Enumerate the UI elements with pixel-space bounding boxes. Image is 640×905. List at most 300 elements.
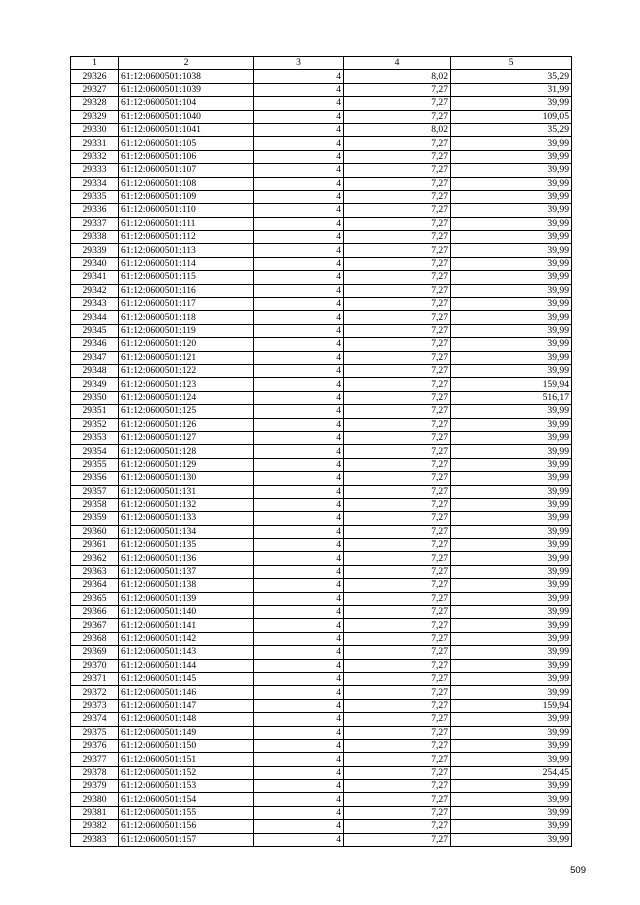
value-cell: 39,99	[451, 257, 572, 270]
table-row	[71, 298, 572, 311]
value-cell: 39,99	[451, 512, 572, 525]
value-cell: 4	[254, 123, 344, 136]
row-index-cell: 29363	[71, 565, 119, 578]
cadastral-number-cell: 61:12:0600501:111	[119, 217, 254, 230]
row-index-cell: 29353	[71, 431, 119, 444]
value-cell: 4	[254, 525, 344, 538]
table-row	[71, 793, 572, 806]
row-index-cell: 29340	[71, 257, 119, 270]
row-index-cell: 29355	[71, 458, 119, 471]
value-cell: 4	[254, 539, 344, 552]
cadastral-number-cell: 61:12:0600501:145	[119, 672, 254, 685]
value-cell: 4	[254, 298, 344, 311]
value-cell: 7,27	[344, 83, 451, 96]
value-cell: 39,99	[451, 659, 572, 672]
value-cell: 4	[254, 699, 344, 712]
value-cell: 7,27	[344, 204, 451, 217]
table-row	[71, 418, 572, 431]
row-index-cell: 29349	[71, 378, 119, 391]
value-cell: 8,02	[344, 70, 451, 83]
row-index-cell: 29335	[71, 190, 119, 203]
table-row	[71, 364, 572, 377]
value-cell: 39,99	[451, 351, 572, 364]
cadastral-number-cell: 61:12:0600501:125	[119, 405, 254, 418]
table-row	[71, 204, 572, 217]
value-cell: 4	[254, 137, 344, 150]
row-index-cell: 29364	[71, 579, 119, 592]
value-cell: 7,27	[344, 311, 451, 324]
cadastral-number-cell: 61:12:0600501:113	[119, 244, 254, 257]
row-index-cell: 29328	[71, 97, 119, 110]
value-cell: 4	[254, 150, 344, 163]
row-index-cell: 29356	[71, 472, 119, 485]
column-header: 4	[344, 57, 451, 70]
value-cell: 7,27	[344, 378, 451, 391]
table-row	[71, 244, 572, 257]
table-row	[71, 391, 572, 404]
cadastral-number-cell: 61:12:0600501:155	[119, 806, 254, 819]
cadastral-number-cell: 61:12:0600501:109	[119, 190, 254, 203]
table-row	[71, 284, 572, 297]
row-index-cell: 29327	[71, 83, 119, 96]
table-row	[71, 565, 572, 578]
column-header: 3	[254, 57, 344, 70]
row-index-cell: 29361	[71, 539, 119, 552]
value-cell: 7,27	[344, 646, 451, 659]
row-index-cell: 29376	[71, 739, 119, 752]
value-cell: 4	[254, 284, 344, 297]
table-row	[71, 458, 572, 471]
value-cell: 4	[254, 739, 344, 752]
table-row	[71, 351, 572, 364]
cadastral-number-cell: 61:12:0600501:108	[119, 177, 254, 190]
value-cell: 7,27	[344, 190, 451, 203]
value-cell: 7,27	[344, 472, 451, 485]
value-cell: 39,99	[451, 445, 572, 458]
value-cell: 7,27	[344, 284, 451, 297]
value-cell: 4	[254, 472, 344, 485]
value-cell: 4	[254, 632, 344, 645]
value-cell: 39,99	[451, 806, 572, 819]
table-row	[71, 190, 572, 203]
table-row	[71, 833, 572, 846]
value-cell: 7,27	[344, 431, 451, 444]
cadastral-number-cell: 61:12:0600501:147	[119, 699, 254, 712]
row-index-cell: 29370	[71, 659, 119, 672]
table-row	[71, 405, 572, 418]
value-cell: 7,27	[344, 271, 451, 284]
value-cell: 4	[254, 70, 344, 83]
table-row	[71, 271, 572, 284]
row-index-cell: 29333	[71, 164, 119, 177]
cadastral-number-cell: 61:12:0600501:1038	[119, 70, 254, 83]
value-cell: 4	[254, 659, 344, 672]
value-cell: 4	[254, 418, 344, 431]
row-index-cell: 29344	[71, 311, 119, 324]
value-cell: 35,29	[451, 123, 572, 136]
table-row	[71, 512, 572, 525]
value-cell: 39,99	[451, 686, 572, 699]
table-row	[71, 726, 572, 739]
value-cell: 4	[254, 244, 344, 257]
table-row	[71, 338, 572, 351]
value-cell: 7,27	[344, 739, 451, 752]
cadastral-number-cell: 61:12:0600501:118	[119, 311, 254, 324]
cadastral-number-cell: 61:12:0600501:142	[119, 632, 254, 645]
row-index-cell: 29345	[71, 324, 119, 337]
value-cell: 7,27	[344, 659, 451, 672]
value-cell: 39,99	[451, 271, 572, 284]
cadastral-number-cell: 61:12:0600501:124	[119, 391, 254, 404]
row-index-cell: 29369	[71, 646, 119, 659]
value-cell: 7,27	[344, 632, 451, 645]
row-index-cell: 29330	[71, 123, 119, 136]
cadastral-number-cell: 61:12:0600501:122	[119, 364, 254, 377]
value-cell: 4	[254, 378, 344, 391]
row-index-cell: 29331	[71, 137, 119, 150]
value-cell: 7,27	[344, 619, 451, 632]
value-cell: 7,27	[344, 592, 451, 605]
cadastral-number-cell: 61:12:0600501:128	[119, 445, 254, 458]
table-row	[71, 539, 572, 552]
cadastral-number-cell: 61:12:0600501:141	[119, 619, 254, 632]
value-cell: 39,99	[451, 97, 572, 110]
value-cell: 4	[254, 565, 344, 578]
value-cell: 4	[254, 485, 344, 498]
value-cell: 7,27	[344, 164, 451, 177]
cadastral-number-cell: 61:12:0600501:156	[119, 820, 254, 833]
cadastral-number-cell: 61:12:0600501:119	[119, 324, 254, 337]
row-index-cell: 29342	[71, 284, 119, 297]
value-cell: 7,27	[344, 539, 451, 552]
value-cell: 4	[254, 364, 344, 377]
value-cell: 7,27	[344, 217, 451, 230]
value-cell: 4	[254, 753, 344, 766]
cadastral-number-cell: 61:12:0600501:135	[119, 539, 254, 552]
table-row	[71, 110, 572, 123]
value-cell: 7,27	[344, 753, 451, 766]
cadastral-number-cell: 61:12:0600501:134	[119, 525, 254, 538]
value-cell: 7,27	[344, 606, 451, 619]
row-index-cell: 29365	[71, 592, 119, 605]
value-cell: 4	[254, 97, 344, 110]
value-cell: 159,94	[451, 378, 572, 391]
value-cell: 39,99	[451, 231, 572, 244]
value-cell: 39,99	[451, 672, 572, 685]
value-cell: 39,99	[451, 150, 572, 163]
value-cell: 4	[254, 793, 344, 806]
table-row	[71, 498, 572, 511]
value-cell: 4	[254, 231, 344, 244]
value-cell: 4	[254, 646, 344, 659]
value-cell: 39,99	[451, 472, 572, 485]
value-cell: 4	[254, 338, 344, 351]
table-row	[71, 606, 572, 619]
value-cell: 39,99	[451, 311, 572, 324]
value-cell: 4	[254, 351, 344, 364]
value-cell: 39,99	[451, 632, 572, 645]
table-row	[71, 83, 572, 96]
row-index-cell: 29326	[71, 70, 119, 83]
value-cell: 4	[254, 271, 344, 284]
row-index-cell: 29378	[71, 766, 119, 779]
value-cell: 7,27	[344, 458, 451, 471]
cadastral-number-cell: 61:12:0600501:123	[119, 378, 254, 391]
value-cell: 39,99	[451, 565, 572, 578]
value-cell: 7,27	[344, 525, 451, 538]
value-cell: 39,99	[451, 485, 572, 498]
row-index-cell: 29372	[71, 686, 119, 699]
value-cell: 39,99	[451, 579, 572, 592]
cadastral-number-cell: 61:12:0600501:131	[119, 485, 254, 498]
cadastral-number-cell: 61:12:0600501:129	[119, 458, 254, 471]
value-cell: 39,99	[451, 458, 572, 471]
value-cell: 39,99	[451, 405, 572, 418]
value-cell: 39,99	[451, 713, 572, 726]
value-cell: 7,27	[344, 672, 451, 685]
cadastral-number-cell: 61:12:0600501:1039	[119, 83, 254, 96]
row-index-cell: 29338	[71, 231, 119, 244]
cadastral-number-cell: 61:12:0600501:114	[119, 257, 254, 270]
row-index-cell: 29380	[71, 793, 119, 806]
cadastral-number-cell: 61:12:0600501:116	[119, 284, 254, 297]
value-cell: 39,99	[451, 298, 572, 311]
value-cell: 4	[254, 458, 344, 471]
cadastral-number-cell: 61:12:0600501:1040	[119, 110, 254, 123]
value-cell: 8,02	[344, 123, 451, 136]
value-cell: 7,27	[344, 231, 451, 244]
row-index-cell: 29339	[71, 244, 119, 257]
value-cell: 7,27	[344, 766, 451, 779]
table-row	[71, 445, 572, 458]
row-index-cell: 29348	[71, 364, 119, 377]
value-cell: 7,27	[344, 177, 451, 190]
value-cell: 4	[254, 217, 344, 230]
value-cell: 7,27	[344, 418, 451, 431]
value-cell: 7,27	[344, 552, 451, 565]
value-cell: 39,99	[451, 552, 572, 565]
value-cell: 516,17	[451, 391, 572, 404]
cadastral-number-cell: 61:12:0600501:105	[119, 137, 254, 150]
column-header: 1	[71, 57, 119, 70]
value-cell: 4	[254, 110, 344, 123]
value-cell: 35,29	[451, 70, 572, 83]
cadastral-number-cell: 61:12:0600501:110	[119, 204, 254, 217]
cadastral-number-cell: 61:12:0600501:115	[119, 271, 254, 284]
row-index-cell: 29383	[71, 833, 119, 846]
value-cell: 39,99	[451, 606, 572, 619]
table-row	[71, 485, 572, 498]
table-row	[71, 713, 572, 726]
value-cell: 4	[254, 431, 344, 444]
table-row	[71, 646, 572, 659]
value-cell: 39,99	[451, 525, 572, 538]
cadastral-number-cell: 61:12:0600501:107	[119, 164, 254, 177]
page-number: 509	[570, 865, 586, 876]
value-cell: 7,27	[344, 324, 451, 337]
row-index-cell: 29352	[71, 418, 119, 431]
table-row	[71, 525, 572, 538]
value-cell: 39,99	[451, 418, 572, 431]
table-row	[71, 780, 572, 793]
column-header: 2	[119, 57, 254, 70]
value-cell: 39,99	[451, 164, 572, 177]
row-index-cell: 29346	[71, 338, 119, 351]
value-cell: 39,99	[451, 244, 572, 257]
value-cell: 39,99	[451, 793, 572, 806]
value-cell: 7,27	[344, 833, 451, 846]
cadastral-number-cell: 61:12:0600501:154	[119, 793, 254, 806]
value-cell: 4	[254, 512, 344, 525]
value-cell: 4	[254, 592, 344, 605]
value-cell: 39,99	[451, 190, 572, 203]
value-cell: 39,99	[451, 204, 572, 217]
row-index-cell: 29371	[71, 672, 119, 685]
table-row	[71, 552, 572, 565]
value-cell: 7,27	[344, 793, 451, 806]
value-cell: 39,99	[451, 284, 572, 297]
table-row	[71, 164, 572, 177]
value-cell: 7,27	[344, 498, 451, 511]
value-cell: 39,99	[451, 217, 572, 230]
value-cell: 7,27	[344, 298, 451, 311]
cadastral-number-cell: 61:12:0600501:144	[119, 659, 254, 672]
table-row	[71, 820, 572, 833]
row-index-cell: 29336	[71, 204, 119, 217]
table-body	[71, 57, 572, 847]
cadastral-number-cell: 61:12:0600501:126	[119, 418, 254, 431]
cadastral-number-cell: 61:12:0600501:130	[119, 472, 254, 485]
row-index-cell: 29332	[71, 150, 119, 163]
table-row	[71, 97, 572, 110]
value-cell: 4	[254, 806, 344, 819]
value-cell: 254,45	[451, 766, 572, 779]
value-cell: 39,99	[451, 646, 572, 659]
row-index-cell: 29381	[71, 806, 119, 819]
cadastral-number-cell: 61:12:0600501:152	[119, 766, 254, 779]
table-row	[71, 150, 572, 163]
value-cell: 39,99	[451, 498, 572, 511]
table-row	[71, 686, 572, 699]
value-cell: 4	[254, 619, 344, 632]
value-cell: 7,27	[344, 512, 451, 525]
row-index-cell: 29373	[71, 699, 119, 712]
value-cell: 39,99	[451, 739, 572, 752]
table-row	[71, 766, 572, 779]
value-cell: 4	[254, 498, 344, 511]
value-cell: 4	[254, 686, 344, 699]
table-row	[71, 137, 572, 150]
row-index-cell: 29334	[71, 177, 119, 190]
cadastral-number-cell: 61:12:0600501:139	[119, 592, 254, 605]
cadastral-number-cell: 61:12:0600501:136	[119, 552, 254, 565]
cadastral-number-cell: 61:12:0600501:148	[119, 713, 254, 726]
value-cell: 4	[254, 726, 344, 739]
table-row	[71, 753, 572, 766]
value-cell: 4	[254, 83, 344, 96]
table-row	[71, 739, 572, 752]
value-cell: 4	[254, 177, 344, 190]
table-row	[71, 579, 572, 592]
table-row	[71, 231, 572, 244]
value-cell: 4	[254, 766, 344, 779]
table-row	[71, 123, 572, 136]
value-cell: 39,99	[451, 338, 572, 351]
value-cell: 4	[254, 445, 344, 458]
row-index-cell: 29377	[71, 753, 119, 766]
row-index-cell: 29362	[71, 552, 119, 565]
value-cell: 4	[254, 164, 344, 177]
value-cell: 4	[254, 324, 344, 337]
row-index-cell: 29347	[71, 351, 119, 364]
table-row	[71, 311, 572, 324]
cadastral-number-cell: 61:12:0600501:137	[119, 565, 254, 578]
row-index-cell: 29358	[71, 498, 119, 511]
value-cell: 39,99	[451, 753, 572, 766]
table-row	[71, 472, 572, 485]
row-index-cell: 29366	[71, 606, 119, 619]
value-cell: 7,27	[344, 820, 451, 833]
value-cell: 7,27	[344, 110, 451, 123]
row-index-cell: 29375	[71, 726, 119, 739]
cadastral-number-cell: 61:12:0600501:146	[119, 686, 254, 699]
value-cell: 4	[254, 780, 344, 793]
table-row	[71, 177, 572, 190]
value-cell: 4	[254, 552, 344, 565]
value-cell: 7,27	[344, 485, 451, 498]
value-cell: 7,27	[344, 806, 451, 819]
value-cell: 7,27	[344, 244, 451, 257]
cadastral-number-cell: 61:12:0600501:150	[119, 739, 254, 752]
cadastral-number-cell: 61:12:0600501:140	[119, 606, 254, 619]
cadastral-number-cell: 61:12:0600501:132	[119, 498, 254, 511]
value-cell: 159,94	[451, 699, 572, 712]
cadastral-number-cell: 61:12:0600501:149	[119, 726, 254, 739]
value-cell: 4	[254, 820, 344, 833]
cadastral-number-cell: 61:12:0600501:127	[119, 431, 254, 444]
value-cell: 7,27	[344, 405, 451, 418]
value-cell: 7,27	[344, 699, 451, 712]
row-index-cell: 29382	[71, 820, 119, 833]
value-cell: 7,27	[344, 150, 451, 163]
value-cell: 39,99	[451, 592, 572, 605]
table-row	[71, 378, 572, 391]
value-cell: 7,27	[344, 351, 451, 364]
cadastral-number-cell: 61:12:0600501:121	[119, 351, 254, 364]
row-index-cell: 29337	[71, 217, 119, 230]
value-cell: 7,27	[344, 579, 451, 592]
table-row	[71, 70, 572, 83]
value-cell: 4	[254, 257, 344, 270]
value-cell: 4	[254, 833, 344, 846]
value-cell: 4	[254, 713, 344, 726]
value-cell: 7,27	[344, 137, 451, 150]
value-cell: 7,27	[344, 780, 451, 793]
value-cell: 39,99	[451, 539, 572, 552]
row-index-cell: 29360	[71, 525, 119, 538]
value-cell: 39,99	[451, 431, 572, 444]
table-row	[71, 324, 572, 337]
value-cell: 39,99	[451, 726, 572, 739]
data-table	[70, 56, 572, 847]
value-cell: 7,27	[344, 97, 451, 110]
value-cell: 4	[254, 204, 344, 217]
table-row	[71, 672, 572, 685]
cadastral-number-cell: 61:12:0600501:138	[119, 579, 254, 592]
column-header: 5	[451, 57, 572, 70]
value-cell: 39,99	[451, 780, 572, 793]
value-cell: 7,27	[344, 726, 451, 739]
